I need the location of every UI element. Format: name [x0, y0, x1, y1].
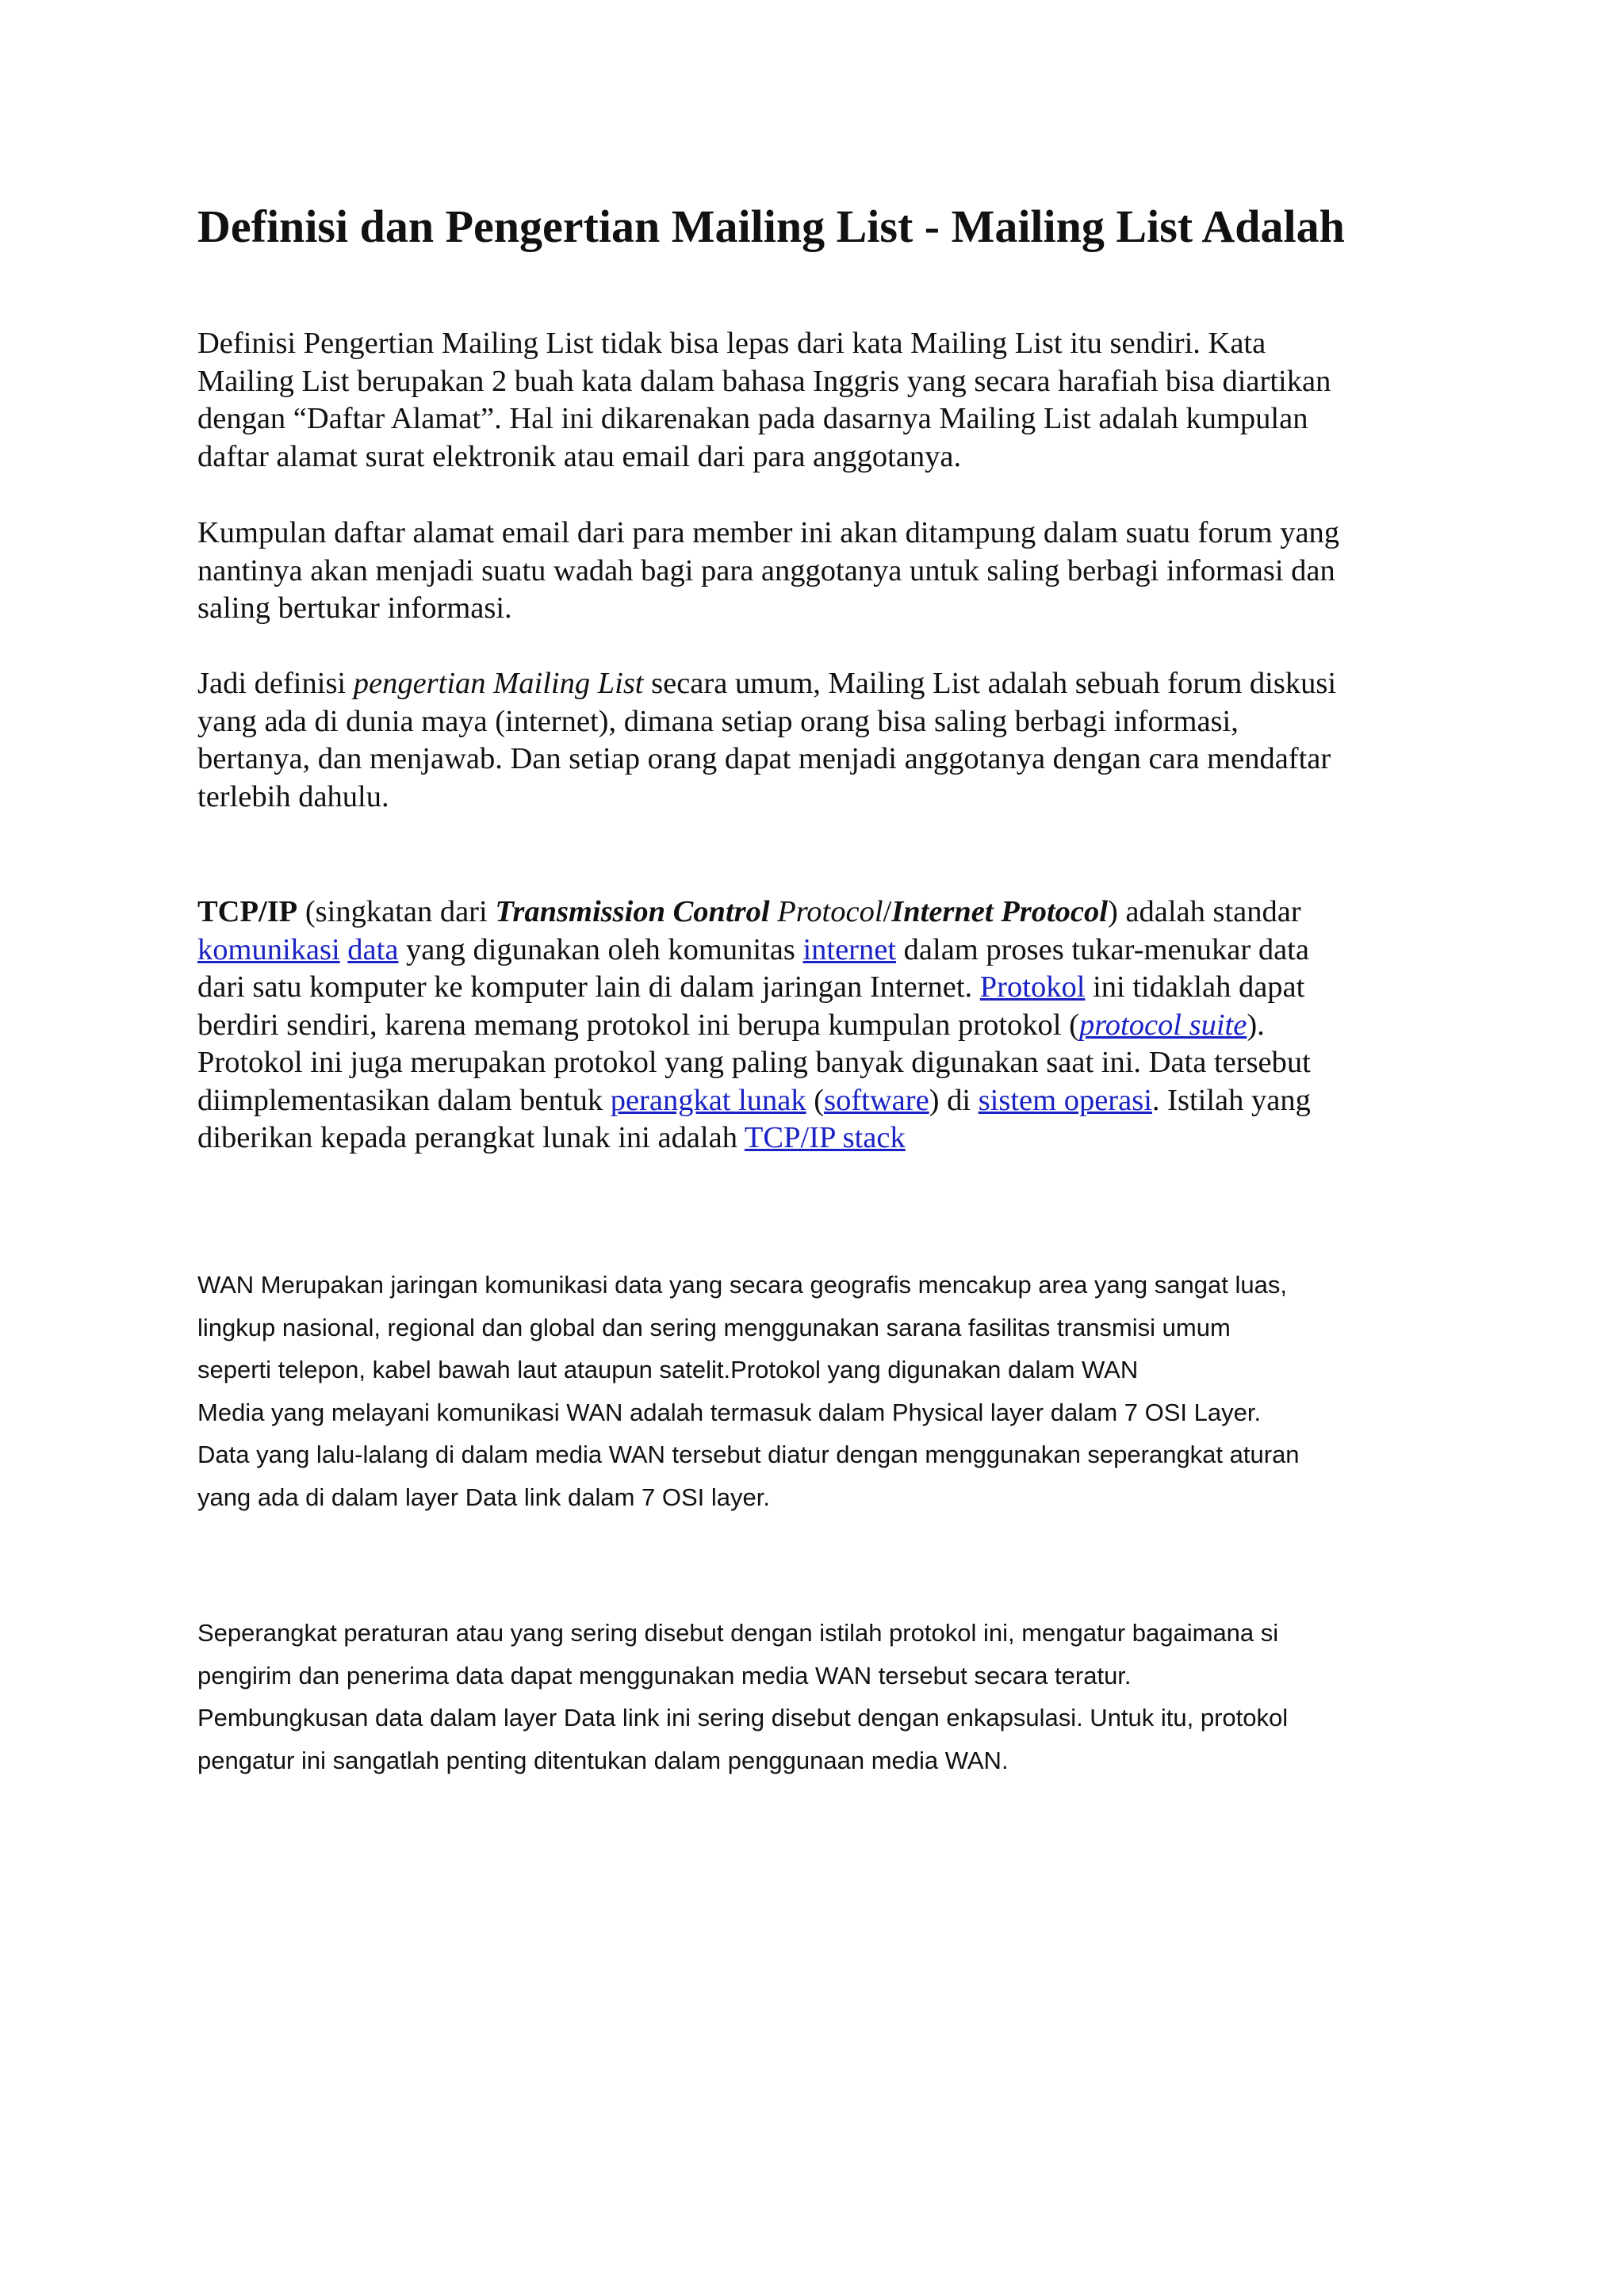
text-line: dengan “Daftar Alamat”. Hal ini dikarenakan pada dasarnya Mailing List adalah kumpulan [197, 402, 1308, 435]
text-line: terlebih dahulu. [197, 779, 389, 813]
text-line [197, 1007, 1311, 1045]
link-protocol-suite[interactable]: protocol suite [1078, 1008, 1247, 1042]
bold-term-tcpip: TCP/IP [197, 895, 298, 928]
link-sistem-operasi[interactable]: sistem operasi [978, 1083, 1152, 1117]
text-fragment: ini tidaklah dapat [1085, 970, 1305, 1004]
text-fragment: . Istilah yang [1151, 1083, 1311, 1117]
text-line: Pembungkusan data dalam layer Data link ini sering disebut dengan enkapsulasi. Untuk itu, protokol [197, 1704, 1289, 1732]
text-fragment [340, 933, 348, 966]
text-line: daftar alamat surat elektronik atau email dari para anggotanya. [197, 439, 962, 473]
link-komunikasi[interactable]: komunikasi [197, 932, 340, 966]
text-line: Protokol ini juga merupakan protokol yang paling banyak digunakan saat ini. Data tersebut [197, 1046, 1311, 1079]
text-line: bertanya, dan menjawab. Dan setiap orang dapat menjadi anggotanya dengan cara mendaftar [197, 742, 1331, 775]
paragraph-mailing-list-forum [197, 515, 1339, 628]
text-fragment: berdiri sendiri, karena memang protokol ini berupa kumpulan protokol ( [197, 1008, 1079, 1042]
text-fragment: yang digunakan oleh komunitas [398, 932, 803, 966]
bold-italic-term: Internet Protocol [891, 895, 1108, 928]
bold-italic-term: Transmission Control [495, 895, 770, 928]
text-line: seperti telepon, kabel bawah laut ataupun satelit.Protokol yang digunakan dalam WAN [197, 1356, 1139, 1383]
text-line: yang ada di dunia maya (internet), dimana setiap orang bisa saling berbagi informasi, [197, 704, 1239, 738]
text-fragment: dalam proses tukar-menukar data [896, 932, 1309, 966]
text-fragment: Jadi definisi [197, 667, 354, 700]
paragraph-wan-protocol [197, 1612, 1288, 1781]
text-fragment: secara umum, Mailing List adalah sebuah forum diskusi [643, 667, 1337, 700]
text-line: Kumpulan daftar alamat email dari para member ini akan ditampung dalam suatu forum yang [197, 516, 1340, 549]
text-line: pengatur ini sangatlah penting ditentukan dalam penggunaan media WAN. [197, 1746, 1009, 1774]
text-line [197, 1082, 1311, 1120]
text-fragment: / [883, 895, 892, 928]
text-fragment: diimplementasikan dalam bentuk [197, 1083, 611, 1117]
text-fragment: ( [806, 1083, 825, 1117]
text-fragment: ). [1247, 1008, 1265, 1042]
text-line: WAN Merupakan jaringan komunikasi data yang secara geografis mencakup area yang sangat luas, [197, 1271, 1287, 1299]
paragraph-tcpip [197, 894, 1311, 1158]
text-fragment: dari satu komputer ke komputer lain di dalam jaringan Internet. [197, 970, 980, 1004]
text-line [197, 1119, 1311, 1158]
text-line: yang ada di dalam layer Data link dalam 7 OSI layer. [197, 1483, 770, 1511]
text-line: Data yang lalu-lalang di dalam media WAN tersebut diatur dengan menggunakan seperangkat aturan [197, 1441, 1300, 1468]
text-line [197, 894, 1311, 932]
text-line: Mailing List berupakan 2 buah kata dalam bahasa Inggris yang secara harafiah bisa diartikan [197, 364, 1331, 398]
text-line: lingkup nasional, regional dan global dan sering menggunakan sarana fasilitas transmisi umum [197, 1313, 1231, 1341]
link-data[interactable]: data [347, 932, 399, 966]
text-line: pengirim dan penerima data dapat menggunakan media WAN tersebut secara teratur. [197, 1661, 1132, 1689]
link-tcpip-stack[interactable]: TCP/IP stack [744, 1121, 906, 1154]
text-line: Definisi Pengertian Mailing List tidak bisa lepas dari kata Mailing List itu sendiri. Kata [197, 327, 1266, 360]
text-line [197, 932, 1311, 970]
italic-term: pengertian Mailing List [353, 667, 644, 700]
text-fragment: ) di [929, 1083, 979, 1117]
text-line [197, 969, 1311, 1007]
text-line: nantinya akan menjadi suatu wadah bagi para anggotanya untuk saling berbagi informasi dan [197, 553, 1335, 587]
text-line: saling bertukar informasi. [197, 591, 512, 625]
paragraph-wan-definition [197, 1264, 1300, 1518]
paragraph-mailing-list-definition [197, 325, 1331, 476]
text-line [197, 665, 1336, 703]
link-perangkat-lunak[interactable]: perangkat lunak [610, 1083, 806, 1117]
link-software[interactable]: software [824, 1083, 929, 1117]
link-internet[interactable]: internet [802, 932, 897, 966]
italic-term: Protocol [769, 895, 883, 928]
link-protokol[interactable]: Protokol [979, 970, 1086, 1004]
text-line: Media yang melayani komunikasi WAN adalah termasuk dalam Physical layer dalam 7 OSI Layer. [197, 1398, 1262, 1426]
text-line: Seperangkat peraturan atau yang sering disebut dengan istilah protokol ini, mengatur bagaimana si [197, 1619, 1279, 1647]
text-fragment: diberikan kepada perangkat lunak ini adalah [197, 1121, 745, 1154]
page-title: Definisi dan Pengertian Mailing List - Mailing List Adalah [197, 201, 1345, 252]
text-fragment: ) adalah standar [1107, 895, 1301, 928]
paragraph-mailing-list-summary [197, 665, 1336, 816]
text-fragment: (singkatan dari [297, 895, 496, 928]
